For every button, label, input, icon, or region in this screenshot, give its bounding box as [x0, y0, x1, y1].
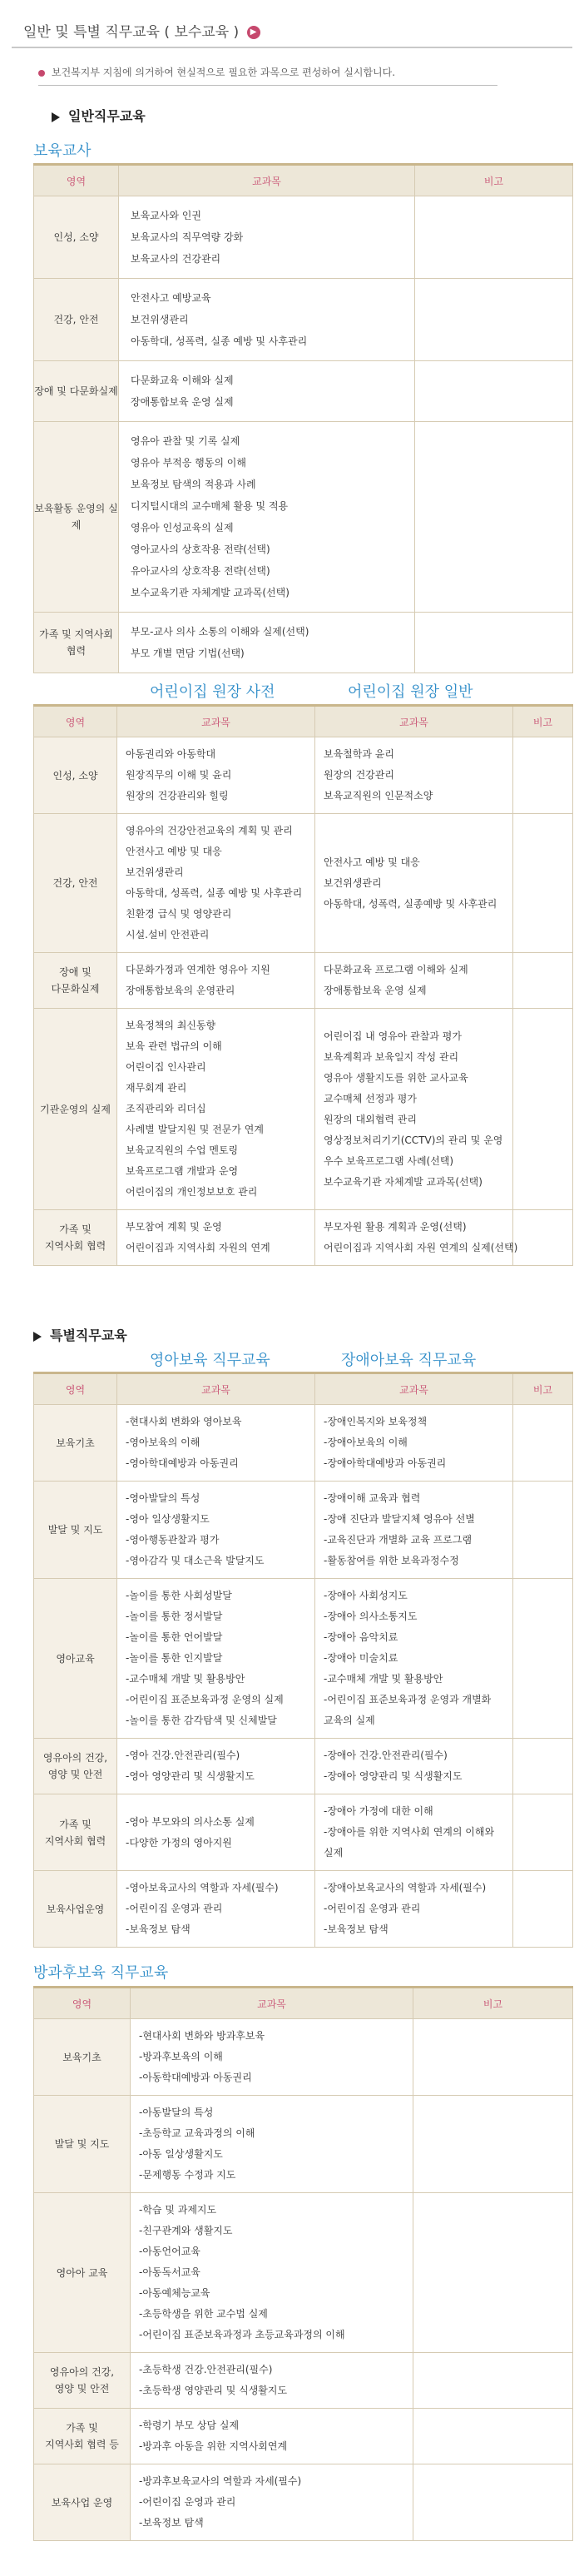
table-row [34, 1009, 573, 1210]
subject-cell-a-line: 재무회계 관리 [126, 1082, 187, 1094]
subject-cell-a [117, 737, 315, 814]
table-row [34, 737, 573, 814]
area-cell [34, 1871, 117, 1948]
subject-cell-a-line: -놀이를 통한 정서발달 [126, 1611, 223, 1622]
subject-cell-a-line: 친환경 급식 및 영양관리 [126, 908, 232, 920]
note-cell [513, 737, 573, 814]
subject-cell-b-line: -장애아 의사소통지도 [324, 1611, 418, 1622]
subject-cell [119, 613, 415, 673]
subject-cell-line: 보육교사의 직무역량 강화 [131, 231, 244, 243]
subject-cell-a-line: 아동학대, 성폭력, 실종 예방 및 사후관리 [126, 887, 303, 899]
subject-cell-b-line: 교수매체 선정과 평가 [324, 1092, 417, 1104]
note-cell [513, 953, 573, 1009]
area-cell-line: 건강, 안전 [52, 877, 98, 889]
disabled-label: 장애아보육 직무교육 [341, 1352, 477, 1369]
area-cell [34, 2096, 131, 2193]
subject-cell-b [315, 1739, 513, 1794]
subject-cell-a-line: -놀이를 통한 인지발달 [126, 1652, 223, 1664]
subject-cell-line: -아동발달의 특성 [139, 2107, 214, 2118]
subject-cell-b [315, 1871, 513, 1948]
subject-cell-a [117, 1009, 315, 1210]
area-cell [34, 2464, 131, 2541]
col-area: 영역 [34, 706, 117, 737]
teacher-table [33, 163, 573, 673]
subject-cell-a-line: -교수매체 개발 및 활용방안 [126, 1673, 245, 1685]
subject-cell-line: -아동 일상생활지도 [139, 2148, 223, 2160]
col-subject-b: 교과목 [315, 1373, 513, 1405]
subject-cell-a-line: 영유아의 건강안전교육의 계획 및 관리 [126, 825, 293, 836]
subject-cell-b-line: 원장의 대외협력 관리 [324, 1113, 417, 1125]
note-cell [513, 1482, 573, 1579]
col-note: 비고 [513, 706, 573, 737]
subject-cell-b-line: -보육정보 탐색 [324, 1923, 389, 1935]
area-cell [34, 1482, 117, 1579]
subject-cell-line: 부모-교사 의사 소통의 이해와 실제(선택) [131, 626, 309, 638]
subject-cell-line: -문제행동 수정과 지도 [139, 2169, 236, 2181]
table-row [34, 1794, 573, 1871]
subject-cell-b-line: 아동학대, 성폭력, 실종예방 및 사후관리 [324, 897, 497, 910]
subject-cell-a-line: -영아발달의 특성 [126, 1492, 200, 1504]
subject-cell-b-line: 보육계획과 보육일지 작성 관리 [324, 1050, 459, 1063]
subject-cell-b-line: 우수 보육프로그램 사례(선택) [324, 1154, 454, 1167]
subject-cell-a-line: 보육교직원의 수업 멘토링 [126, 1144, 239, 1156]
afterschool-table [33, 1986, 573, 2541]
col-subject-a: 교과목 [117, 706, 315, 737]
area-cell [34, 737, 117, 814]
note-cell [513, 1871, 573, 1948]
table-row [34, 279, 573, 361]
table-row [34, 1579, 573, 1739]
subject-cell-a [117, 953, 315, 1009]
area-cell-line: 장애 및 [59, 966, 92, 978]
area-cell-line: 영양 및 안전 [54, 2383, 110, 2395]
subject-cell-a-line: 조직관리와 리더십 [126, 1103, 206, 1114]
bullet-icon [38, 70, 45, 77]
area-cell-line: 보육사업운영 [46, 1903, 105, 1915]
subject-cell-line: 아동학대, 성폭력, 실종 예방 및 사후관리 [131, 335, 308, 347]
subject-cell-b-line: -장애아 사회성지도 [324, 1590, 408, 1601]
area-cell-line: 다문화실제 [51, 983, 100, 995]
area-cell [34, 279, 119, 361]
general-heading: 일반직무교육 [52, 106, 146, 125]
subject-cell-b-line: 안전사고 예방 및 대응 [324, 856, 420, 868]
area-cell-line: 발달 및 지도 [54, 2138, 110, 2150]
subject-cell-b-line: -장애인복지와 보육정책 [324, 1416, 428, 1427]
subject-cell-line: 보건위생관리 [131, 314, 189, 325]
table-row [34, 2353, 573, 2409]
table-row [34, 196, 573, 279]
table-row [34, 1871, 573, 1948]
area-cell [34, 1794, 117, 1871]
subject-cell-a-line: -보육정보 탐색 [126, 1923, 191, 1935]
area-cell-line: 보육사업 운영 [51, 2496, 113, 2509]
note-cell [513, 1405, 573, 1482]
area-cell-line: 보육기초 [56, 1437, 95, 1449]
subject-cell-b-line: 어린이집 내 영유아 관찰과 평가 [324, 1030, 462, 1042]
subject-cell [131, 2464, 413, 2541]
table-row [34, 2096, 573, 2193]
director-label-a: 어린이집 원장 사전 [150, 683, 275, 701]
subject-cell-b [315, 1009, 513, 1210]
subject-cell-line: 장애통합보육 운영 실제 [131, 396, 234, 408]
col-area: 영역 [34, 165, 119, 196]
subject-cell-b-line: -활동참여를 위한 보육과정수정 [324, 1555, 459, 1566]
note-cell [513, 814, 573, 953]
note-cell [413, 2409, 573, 2464]
subject-cell-b-line: 다문화교육 프로그램 이해와 실제 [324, 964, 468, 975]
subject-cell-line: 유아교사의 상호작용 전략(선택) [131, 565, 270, 577]
note-cell [513, 1739, 573, 1794]
subject-cell-line: 다문화교육 이해와 실제 [131, 375, 234, 386]
subject-cell-b-line: 보육철학과 윤리 [324, 748, 394, 760]
subject-cell-a-line: 어린이집과 지역사회 자원의 연계 [126, 1242, 270, 1253]
area-cell-line: 인성, 소양 [52, 769, 98, 782]
subject-cell [119, 361, 415, 422]
subject-cell-line: -방과후 아동을 위한 지역사회연계 [139, 2440, 288, 2452]
subject-cell-line: -현대사회 변화와 방과후보육 [139, 2030, 265, 2042]
area-cell [34, 953, 117, 1009]
note-cell [415, 361, 573, 422]
subject-cell-a-line: 시설.설비 안전관리 [126, 929, 210, 941]
subject-cell-b [315, 1579, 513, 1739]
table-row [34, 2019, 573, 2096]
table-row [34, 2464, 573, 2541]
table-row [34, 1405, 573, 1482]
col-area: 영역 [34, 1988, 131, 2019]
area-cell-line: 지역사회 협력 [44, 1240, 106, 1252]
subject-cell-b-line: -장애아 건강.안전관리(필수) [324, 1750, 448, 1761]
special-table [33, 1372, 573, 1948]
subject-cell-line: 부모 개별 면담 기법(선택) [131, 648, 245, 659]
subject-cell-line: -학습 및 과제지도 [139, 2204, 217, 2216]
subject-cell-a-line: 보건위생관리 [126, 866, 184, 878]
subject-cell-a [117, 1210, 315, 1266]
subject-cell-b-line: -장애아 음악치료 [324, 1631, 398, 1643]
subject-cell-b-line: -교육진단과 개별화 교육 프로그램 [324, 1534, 473, 1546]
subject-cell-b-line: -장애아학대예방과 아동권리 [324, 1457, 447, 1469]
subject-cell [131, 2096, 413, 2193]
subject-cell-a-line: 사례별 발달지원 및 전문가 연계 [126, 1124, 264, 1135]
subject-cell-b-line: -교수매체 개발 및 활용방안 [324, 1673, 443, 1685]
area-cell [34, 196, 119, 279]
subject-cell-line: -아동독서교육 [139, 2266, 200, 2278]
subject-cell-b-line: -장애아 가정에 대한 이해 [324, 1805, 433, 1817]
area-cell-line: 보육활동 운영의 실제 [34, 503, 118, 531]
teacher-label: 보육교사 [33, 142, 92, 160]
subject-cell-b-line: 원장의 건강관리 [324, 769, 394, 781]
area-cell-line: 가족 및 [59, 1223, 92, 1235]
subject-cell-a-line: 보육 관련 법규의 이해 [126, 1040, 222, 1052]
table-row [34, 361, 573, 422]
area-cell-line: 장애 및 다문화실제 [34, 385, 118, 397]
note-cell [513, 1009, 573, 1210]
area-cell [34, 2193, 131, 2353]
table-row [34, 422, 573, 613]
subject-cell-line: 보육정보 탐색의 적용과 사례 [131, 479, 256, 490]
subject-cell-b-line: 실제 [324, 1847, 344, 1859]
subject-cell-line: -친구관계와 생활지도 [139, 2225, 233, 2236]
subject-cell-line: -아동예체능교육 [139, 2287, 210, 2299]
col-note: 비고 [413, 1988, 573, 2019]
area-cell-line: 가족 및 [66, 2422, 98, 2434]
subject-cell-a-line: 장애통합보육의 운영관리 [126, 985, 235, 996]
note-cell [415, 422, 573, 613]
subject-cell-a-line: -놀이를 통한 감각탐색 및 신체발달 [126, 1715, 277, 1726]
note-cell [413, 2353, 573, 2409]
col-subject: 교과목 [131, 1988, 413, 2019]
subject-cell-a-line: 아동권리와 아동학대 [126, 748, 216, 760]
subject-cell-line: 보육교사의 건강관리 [131, 253, 221, 265]
area-cell-line: 가족 및 지역사회 협력 [39, 628, 113, 657]
area-cell-line: 영아교육 [56, 1652, 95, 1665]
area-cell [34, 1739, 117, 1794]
subject-cell-line: -방과후보육의 이해 [139, 2051, 223, 2062]
subject-cell-b [315, 1794, 513, 1871]
subject-cell [119, 422, 415, 613]
subject-cell-a-line: 원장의 건강관리와 힐링 [126, 790, 229, 802]
subject-cell-b [315, 1405, 513, 1482]
subject-cell-a [117, 814, 315, 953]
subject-cell-line: -보육정보 탐색 [139, 2517, 204, 2529]
note-cell [513, 1210, 573, 1266]
col-area: 영역 [34, 1373, 117, 1405]
area-cell-line: 영유아의 건강, [49, 2366, 115, 2378]
col-note: 비고 [415, 165, 573, 196]
area-cell [34, 361, 119, 422]
subject-cell-b-line: 부모자원 활용 계획과 운영(선택) [324, 1221, 467, 1233]
area-cell [34, 2019, 131, 2096]
subject-cell-a-line: -어린이집 운영과 관리 [126, 1903, 223, 1914]
subject-cell-b-line: -장애이해 교육과 협력 [324, 1492, 421, 1504]
notice-text: 보건복지부 지침에 의거하여 현실적으로 필요한 과목으로 편성하여 실시합니다. [38, 65, 497, 86]
subject-cell-line: 영유아 부적응 행동의 이해 [131, 457, 246, 469]
afterschool-label: 방과후보육 직무교육 [33, 1964, 169, 1982]
subject-cell-b [315, 953, 513, 1009]
area-cell [34, 422, 119, 613]
subject-cell-b-line: 보건위생관리 [324, 876, 382, 889]
subject-cell-a-line: 안전사고 예방 및 대응 [126, 846, 222, 857]
subject-cell-line: -초등학생을 위한 교수법 실제 [139, 2308, 268, 2320]
table-row [34, 2193, 573, 2353]
area-cell-line: 발달 및 지도 [47, 1524, 103, 1536]
area-cell [34, 1210, 117, 1266]
page-title-bar [12, 13, 572, 48]
triangle-right-icon [33, 1332, 42, 1342]
subject-cell-a-line: -영아 건강.안전관리(필수) [126, 1750, 240, 1761]
subject-cell-b-line: 교육의 실제 [324, 1715, 375, 1726]
subject-cell-b [315, 1482, 513, 1579]
subject-cell-b-line: -장애아보육교사의 역할과 자세(필수) [324, 1882, 487, 1894]
col-subject-b: 교과목 [315, 706, 513, 737]
triangle-right-icon [52, 112, 60, 122]
table-row [34, 814, 573, 953]
subject-cell-a-line: -영아감각 및 대소근육 발달지도 [126, 1555, 265, 1566]
subject-cell-b-line: 보육교직원의 인문적소양 [324, 790, 433, 802]
subject-cell-a [117, 1871, 315, 1948]
subject-cell-a-line: 보육정책의 최신동향 [126, 1020, 216, 1031]
subject-cell-b-line: -장애아보육의 이해 [324, 1437, 408, 1448]
subject-cell-a [117, 1405, 315, 1482]
area-cell-line: 건강, 안전 [53, 314, 99, 325]
table-row [34, 1482, 573, 1579]
subject-cell [131, 2019, 413, 2096]
area-cell-line: 지역사회 협력 등 [45, 2439, 119, 2450]
subject-cell-a-line: -영아 일상생활지도 [126, 1513, 210, 1525]
subject-cell-a-line: -놀이를 통한 사회성발달 [126, 1590, 232, 1601]
area-cell-line: 기관운영의 실제 [40, 1103, 111, 1115]
subject-cell-b-line: 영유아 생활지도를 위한 교사교육 [324, 1071, 468, 1084]
subject-cell-line: -아동학대예방과 아동권리 [139, 2072, 252, 2083]
page-title: 일반 및 특별 직무교육 ( 보수교육 ) ▶ [23, 20, 260, 41]
special-heading: 특별직무교육 [33, 1325, 127, 1344]
area-cell-line: 영유아의 건강, [42, 1752, 108, 1764]
subject-cell-line: -초등학생 건강.안전관리(필수) [139, 2364, 273, 2375]
note-cell [415, 279, 573, 361]
subject-cell-b-line: -장애아 미술치료 [324, 1652, 398, 1664]
subject-cell-a-line: -영아보육교사의 역할과 자세(필수) [126, 1882, 279, 1894]
area-cell [34, 1009, 117, 1210]
subject-cell [119, 196, 415, 279]
table-row [34, 2409, 573, 2464]
note-cell [415, 196, 573, 279]
subject-cell-a-line: 어린이집 인사관리 [126, 1061, 206, 1073]
note-cell [413, 2193, 573, 2353]
subject-cell-b-line: -장애아를 위한 지역사회 연계의 이해와 [324, 1826, 495, 1838]
col-subject-a: 교과목 [117, 1373, 315, 1405]
subject-cell-a-line: -영아행동관찰과 평가 [126, 1534, 220, 1546]
subject-cell-b-line: -장애 진단과 발달지체 영유아 선별 [324, 1513, 475, 1525]
subject-cell-line: -아동언어교육 [139, 2246, 200, 2257]
col-subject: 교과목 [119, 165, 415, 196]
subject-cell-b-line: -어린이집 표준보육과정 운영과 개별화 [324, 1694, 492, 1705]
subject-cell-line: -방과후보육교사의 역할과 자세(필수) [139, 2475, 302, 2487]
table-row [34, 953, 573, 1009]
subject-cell-a-line: -놀이를 통한 언어발달 [126, 1631, 223, 1643]
note-cell [413, 2019, 573, 2096]
subject-cell-b-line: -장애아 영양관리 및 식생활지도 [324, 1770, 463, 1782]
note-cell [513, 1794, 573, 1871]
area-cell-line: 영양 및 안전 [47, 1769, 103, 1780]
play-circle-icon: ▶ [247, 26, 260, 39]
subject-cell-a [117, 1579, 315, 1739]
subject-cell-b-line: 장애통합보육 운영 실제 [324, 985, 427, 996]
area-cell [34, 814, 117, 953]
subject-cell [131, 2353, 413, 2409]
note-cell [415, 613, 573, 673]
subject-cell-line: 영아교사의 상호작용 전략(선택) [131, 543, 270, 555]
area-cell [34, 2353, 131, 2409]
table-row [34, 613, 573, 673]
subject-cell-b [315, 814, 513, 953]
subject-cell-a-line: 원장직무의 이해 및 윤리 [126, 769, 232, 781]
subject-cell-a-line: -다양한 가정의 영아지원 [126, 1836, 232, 1849]
subject-cell-b [315, 1210, 518, 1266]
subject-cell-b [315, 737, 513, 814]
subject-cell-a-line: -어린이집 표준보육과정 운영의 실제 [126, 1694, 284, 1705]
subject-cell-b-line: 어린이집과 지역사회 자원 연계의 실제(선택) [324, 1242, 518, 1253]
subject-cell-line: 보육교사와 인권 [131, 210, 201, 221]
subject-cell-a-line: 부모참여 계획 및 운영 [126, 1221, 222, 1233]
subject-cell-a [117, 1739, 315, 1794]
area-cell-line: 가족 및 [59, 1818, 92, 1830]
subject-cell-line: -초등학생 영양관리 및 식생활지도 [139, 2385, 288, 2396]
subject-cell-a-line: 다문화가정과 연계한 영유아 지원 [126, 964, 270, 975]
area-cell [34, 2409, 131, 2464]
subject-cell-line: -학령기 부모 상담 실제 [139, 2420, 240, 2431]
subject-cell-a-line: 어린이집의 개인정보보호 관리 [126, 1186, 258, 1198]
director-table [33, 704, 573, 1266]
subject-cell-b-line: 영상정보처리기기(CCTV)의 관리 및 운영 [324, 1134, 503, 1146]
area-cell-line: 지역사회 협력 [44, 1834, 106, 1847]
subject-cell-a [117, 1482, 315, 1579]
subject-cell-a-line: 보육프로그램 개발과 운영 [126, 1165, 239, 1177]
subject-cell-b-line: 보수교육기관 자체계발 교과목(선택) [324, 1175, 483, 1188]
area-cell [34, 613, 119, 673]
subject-cell-line: -초등학교 교육과정의 이해 [139, 2127, 255, 2139]
col-note: 비고 [513, 1373, 573, 1405]
area-cell-line: 영아아 교육 [56, 2266, 108, 2279]
subject-cell [119, 279, 415, 361]
table-row [34, 1739, 573, 1794]
subject-cell [131, 2409, 413, 2464]
note-cell [513, 1579, 573, 1739]
subject-cell-line: 영유아 인성교육의 실제 [131, 522, 234, 534]
area-cell [34, 1579, 117, 1739]
subject-cell-line: -어린이집 운영과 관리 [139, 2496, 236, 2508]
director-label-b: 어린이집 원장 일반 [348, 683, 473, 701]
subject-cell-a-line: -영아보육의 이해 [126, 1437, 200, 1448]
area-cell-line: 보육기초 [62, 2051, 101, 2063]
subject-cell-line: 영유아 관찰 및 기록 실제 [131, 435, 240, 447]
subject-cell-a [117, 1794, 315, 1871]
table-row [34, 1210, 573, 1266]
note-cell [413, 2464, 573, 2541]
area-cell-line: 인성, 소양 [53, 231, 99, 243]
subject-cell-line: 안전사고 예방교육 [131, 292, 211, 304]
subject-cell-a-line: -영아 영양관리 및 식생활지도 [126, 1770, 255, 1782]
subject-cell-line: 디지털시대의 교수매체 활용 및 적용 [131, 500, 289, 512]
subject-cell-a-line: -현대사회 변화와 영아보육 [126, 1416, 242, 1427]
infant-label: 영아보육 직무교육 [150, 1352, 270, 1369]
subject-cell-a-line: -영아 부모와의 의사소통 실제 [126, 1815, 255, 1828]
subject-cell-b-line: -어린이집 운영과 관리 [324, 1903, 421, 1914]
subject-cell-a-line: -영아학대예방과 아동권리 [126, 1457, 239, 1469]
note-cell [413, 2096, 573, 2193]
subject-cell-line: -어린이집 표준보육과정과 초등교육과정의 이해 [139, 2329, 345, 2340]
subject-cell-line: 보수교육기관 자체계발 교과목(선택) [131, 587, 290, 598]
subject-cell [131, 2193, 413, 2353]
area-cell [34, 1405, 117, 1482]
